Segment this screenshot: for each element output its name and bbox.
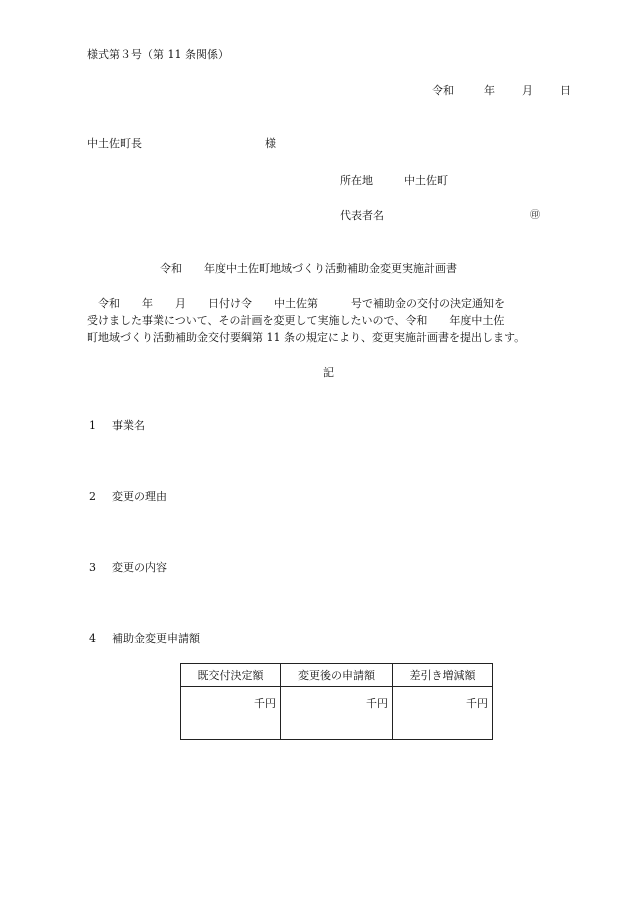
table-header-row bbox=[181, 664, 493, 687]
cell-revised-amount: 千円 bbox=[281, 687, 393, 740]
cell-existing-amount: 千円 bbox=[181, 687, 281, 740]
address-label: 所在地 bbox=[340, 174, 373, 187]
item-number: 2 bbox=[89, 490, 96, 503]
address-value: 中土佐町 bbox=[404, 174, 448, 187]
body-line: 町地域づくり活動補助金交付要綱第 11 条の規定により、変更実施計画書を提出します。 bbox=[87, 331, 526, 344]
date-era: 令和 bbox=[432, 84, 454, 97]
item-label-change-reason: 変更の理由 bbox=[112, 490, 167, 503]
seal-mark: ㊞ bbox=[530, 210, 540, 221]
document-title: 令和 年度中土佐町地域づくり活動補助金変更実施計画書 bbox=[160, 262, 457, 275]
form-label: 様式第３号（第 11 条関係） bbox=[87, 48, 229, 61]
body-paragraph bbox=[87, 295, 587, 346]
cell-difference-amount: 千円 bbox=[393, 687, 493, 740]
amount-table bbox=[180, 663, 493, 740]
addressee-honorific: 様 bbox=[265, 137, 276, 150]
ki-heading: 記 bbox=[323, 366, 334, 379]
body-line: 受けました事業について、その計画を変更して実施したいので、令和 年度中土佐 bbox=[87, 314, 505, 327]
item-label-subsidy-amount: 補助金変更申請額 bbox=[112, 632, 200, 645]
item-number: 4 bbox=[89, 632, 96, 645]
item-label-change-content: 変更の内容 bbox=[112, 561, 167, 574]
date-month-unit: 月 bbox=[522, 84, 533, 97]
body-line: 令和 年 月 日付け令 中土佐第 号で補助金の交付の決定通知を bbox=[87, 297, 505, 310]
header-difference-amount: 差引き増減額 bbox=[393, 664, 493, 687]
date-day-unit: 日 bbox=[560, 84, 571, 97]
header-revised-application-amount: 変更後の申請額 bbox=[281, 664, 393, 687]
item-label-project-name: 事業名 bbox=[112, 419, 145, 432]
item-number: 1 bbox=[89, 419, 96, 432]
item-number: 3 bbox=[89, 561, 96, 574]
table-row bbox=[181, 687, 493, 740]
addressee-name: 中土佐町長 bbox=[87, 137, 142, 150]
header-existing-decision-amount: 既交付決定額 bbox=[181, 664, 281, 687]
date-year-unit: 年 bbox=[484, 84, 495, 97]
representative-label: 代表者名 bbox=[340, 209, 384, 222]
